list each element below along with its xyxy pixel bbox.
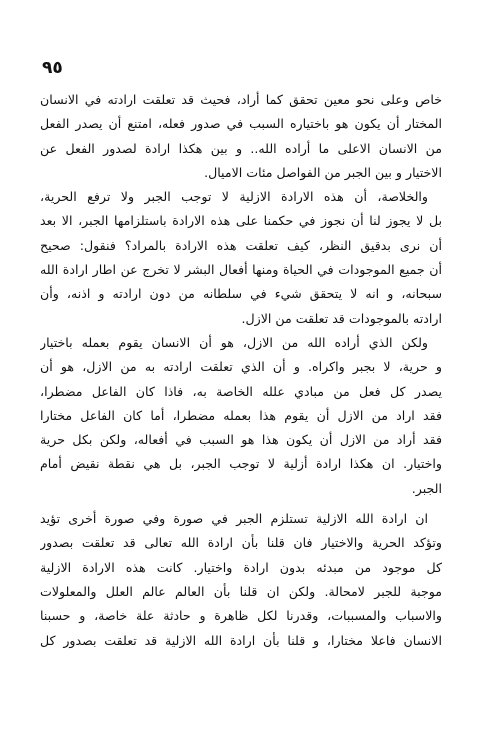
text-line: والاسباب والمسببات، وقدرنا لكل ظاهرة و حادثة علة خاصة، و حسبنا <box>40 608 442 624</box>
text-line: موجبة للجبر لامحالة. ولكن ان قلنا بأن العالم عالم العلل والمعلولات <box>40 583 442 599</box>
text-line: و حرية، لا بجبر واكراه. و أن الذي تعلقت ارادته به من الازل، هو أن <box>40 359 442 375</box>
text-line: الجبر. <box>411 480 442 496</box>
text-line: وتؤكد الحرية والاختيار فان قلنا بأن ارادة الله تعالى قد تعلقت بصدور <box>40 535 442 551</box>
paragraph-2 <box>40 185 442 331</box>
text-line: يصدر كل فعل من مبادي علله الخاصة به، فاذا كان الفاعل مضطرا، <box>40 383 442 399</box>
text-line: ان ارادة الله الازلية تستلزم الجبر في صورة وفي صورة أخرى تؤيد <box>40 511 428 527</box>
text-line: فقد اراد من الازل أن يقوم هذا بعمله مضطرا، أما كان الفاعل مختارا <box>40 407 442 423</box>
text-line: من الانسان الاعلى ما أراده الله.. و بين هكذا ارادة لصدور الفعل عن <box>40 140 442 156</box>
text-line: الانسان فاعلا مختارا، و قلنا بأن ارادة الله الازلية قد تعلقت بصدور كل <box>40 632 442 648</box>
text-line: ولكن الذي أراده الله من الازل، هو أن الانسان يقوم بعمله باختيار <box>40 334 428 350</box>
page-number: ٩٥ <box>42 58 63 78</box>
text-line: واختيار. ان هكذا ارادة أزلية لا توجب الجبر، بل هي نقطة نقيض أمام <box>40 456 442 472</box>
text-line: والخلاصة، أن هذه الارادة الازلية لا توجب الجبر ولا ترفع الحرية، <box>40 189 428 205</box>
text-line: المختار أن يكون هو باختياره السبب في صدور فعله، امتنع أن يصدر الفعل <box>40 116 442 132</box>
text-line: أن نرى بدقيق النظر، كيف تعلقت هذه الارادة بالمراد؟ فنقول: صحيح <box>40 237 442 253</box>
text-line: الاختيار و بين الجبر من الفواصل مئات الاميال. <box>204 164 442 180</box>
text-line: سبحانه، و انه لا يتحقق شيء في سلطانه من دون ارادته و اذنه، وأن <box>40 286 442 302</box>
text-line: أن جميع الموجودات في الحياة ومنها أفعال البشر لا تخرج عن اطار ارادة الله <box>40 262 442 278</box>
paragraph-4 <box>40 507 442 653</box>
text-line: ارادته بالموجودات قد تعلقت من الازل. <box>241 310 442 326</box>
text-line: خاص وعلى نحو معين تحقق كما أراد، فحيث قد تعلقت ارادته في الانسان <box>40 92 442 107</box>
body-text <box>40 88 442 653</box>
paragraph-1 <box>40 88 442 185</box>
text-line: بل لا يجوز لنا أن نجوز في حكمنا على هذه الارادة باستلزامها الجبر، الا بعد <box>40 213 442 229</box>
paragraph-3 <box>40 331 442 501</box>
text-line: فقد أراد من الازل أن يكون هذا هو السبب في أفعاله، ولكن بكل حرية <box>40 432 442 448</box>
text-line: كل موجود من مبدئه بدون ارادة واختيار. كانت هذه الارادة الازلية <box>40 559 442 575</box>
